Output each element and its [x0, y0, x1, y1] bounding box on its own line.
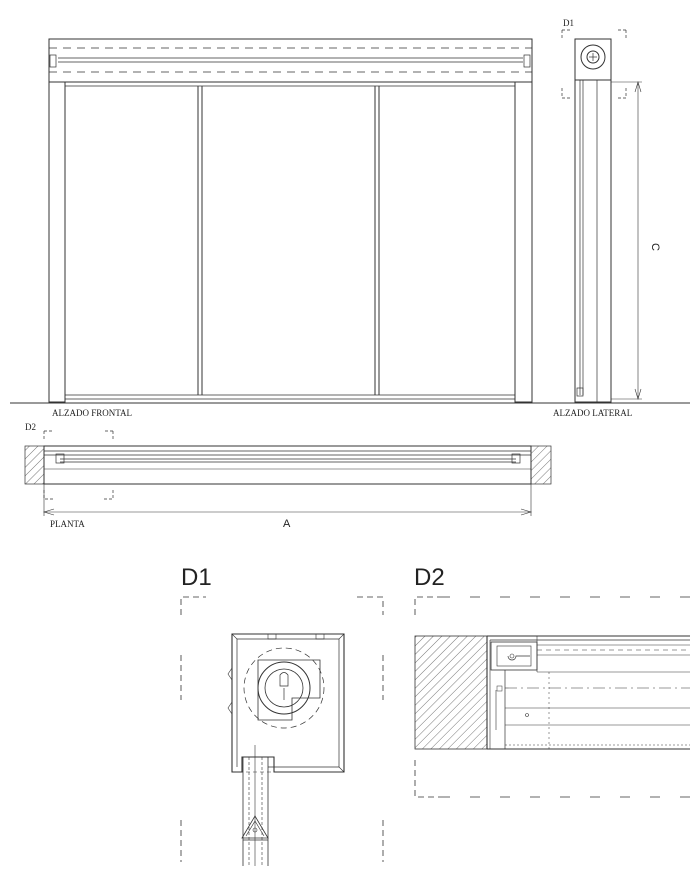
front-right-post: [515, 82, 532, 402]
detail-d1-title: D1: [181, 564, 212, 591]
detail-d2-callout: D2: [25, 422, 36, 432]
plan-left-wall: [25, 446, 44, 484]
detail-d2: [415, 597, 690, 797]
d2-wall: [415, 636, 487, 749]
front-elevation: [10, 39, 690, 403]
dimension-a-label: A: [283, 518, 291, 530]
front-elevation-label: ALZADO FRONTAL: [52, 408, 133, 418]
front-left-post: [49, 82, 65, 402]
detail-d2-title: D2: [414, 564, 445, 591]
front-cassette: [49, 39, 532, 82]
side-elevation-label: ALZADO LATERAL: [553, 408, 633, 418]
plan-right-wall: [531, 446, 551, 484]
plan-view: [25, 431, 551, 516]
plan-label: PLANTA: [50, 519, 85, 529]
detail-d1-callout: D1: [563, 18, 574, 28]
detail-d1: [181, 597, 383, 866]
side-elevation: [562, 30, 642, 402]
dimension-c-label: C: [649, 243, 661, 251]
